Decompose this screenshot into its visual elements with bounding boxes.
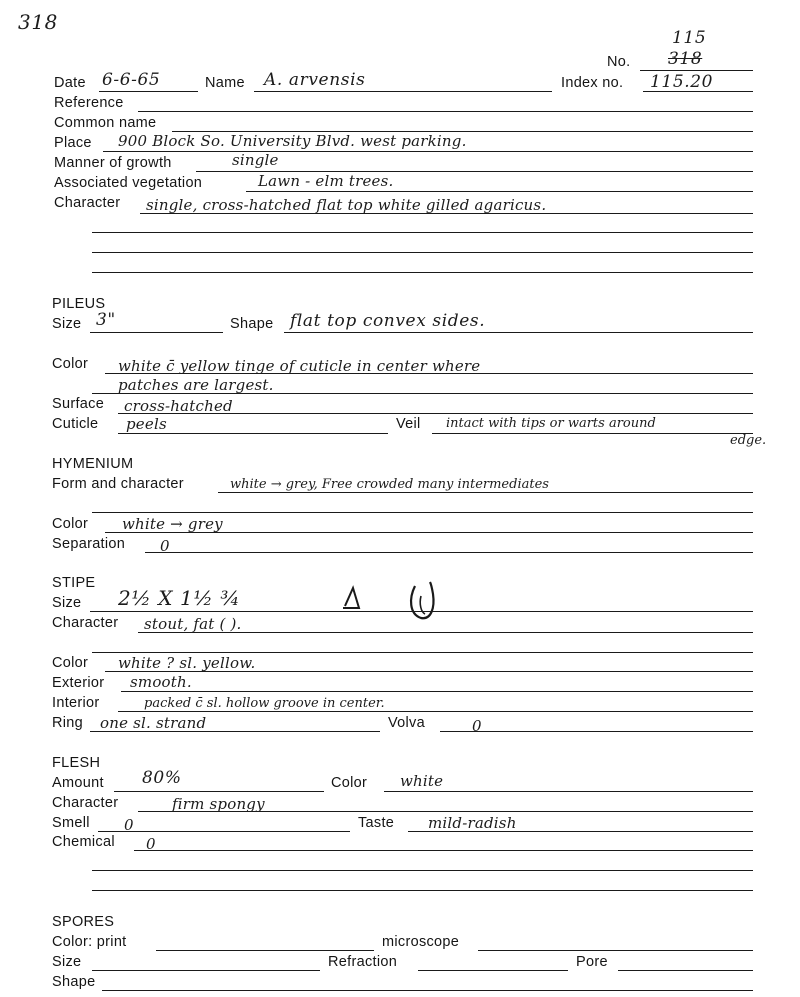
pileus-cuticle-line (118, 433, 388, 434)
assoc-value: Lawn - elm trees. (258, 172, 394, 190)
pileus-shape-line (284, 332, 753, 333)
assoc-line (246, 191, 753, 192)
flesh-chemical-label: Chemical (52, 834, 115, 850)
date-line (99, 91, 198, 92)
assoc-label: Associated vegetation (54, 175, 203, 191)
no-label: No. (607, 54, 631, 70)
flesh-color-line (384, 791, 753, 792)
stipe-ring-line (90, 731, 380, 732)
spores-color-line (156, 950, 374, 951)
flesh-taste-value: mild-radish (428, 814, 517, 832)
name-label: Name (205, 75, 245, 91)
place-label: Place (54, 135, 92, 151)
no-line (640, 70, 753, 71)
no-value-new: 115 (672, 28, 707, 48)
stipe-character-line (138, 632, 753, 633)
pileus-color-line (105, 373, 753, 374)
hymenium-separation-label: Separation (52, 536, 126, 552)
character-line-2 (92, 232, 753, 233)
name-value: A. arvensis (264, 70, 366, 90)
hymenium-form-value: white → grey, Free crowded many intermediates (230, 477, 549, 492)
flesh-chemical-line-3 (92, 890, 753, 891)
flesh-chemical-value: 0 (146, 835, 156, 853)
spores-microscope-label: microscope (382, 934, 460, 950)
spores-size-line (92, 970, 320, 971)
stipe-heading: STIPE (52, 575, 96, 591)
flesh-color-value: white (400, 772, 444, 790)
flesh-amount-value: 80% (142, 768, 182, 788)
spores-refraction-line (418, 970, 568, 971)
pileus-surface-value: cross-hatched (124, 397, 233, 415)
pileus-veil-value-2: edge. (730, 433, 767, 448)
pileus-cuticle-label: Cuticle (52, 416, 99, 432)
pileus-size-value: 3" (96, 310, 116, 330)
stipe-ring-label: Ring (52, 715, 84, 731)
stipe-cross-section-sketch-icon (335, 578, 445, 628)
stipe-color-value: white ? sl. yellow. (118, 654, 256, 672)
hymenium-heading: HYMENIUM (52, 456, 134, 472)
spores-pore-label: Pore (576, 954, 608, 970)
date-value: 6-6-65 (102, 70, 161, 90)
character-value: single, cross-hatched flat top white gilled agaricus. (146, 196, 547, 214)
flesh-smell-line (98, 831, 350, 832)
flesh-color-label: Color (331, 775, 368, 791)
stipe-size-label: Size (52, 595, 82, 611)
stipe-color-line (105, 671, 753, 672)
pileus-color-value-2: patches are largest. (118, 376, 274, 394)
common-name-label: Common name (54, 115, 157, 131)
flesh-character-value: firm spongy (172, 795, 265, 813)
hymenium-form-line (218, 492, 753, 493)
flesh-smell-value: 0 (124, 816, 134, 834)
stipe-character-value: stout, fat ( ). (144, 615, 242, 633)
flesh-chemical-line-2 (92, 870, 753, 871)
hymenium-form-label: Form and character (52, 476, 184, 492)
spores-heading: SPORES (52, 914, 115, 930)
stipe-exterior-label: Exterior (52, 675, 105, 691)
stipe-volva-label: Volva (388, 715, 425, 731)
stipe-size-value: 2½ X 1½ ¾ (118, 586, 241, 610)
date-label: Date (54, 75, 86, 91)
flesh-chemical-line (134, 850, 753, 851)
reference-line (138, 111, 753, 112)
index-line (643, 91, 753, 92)
pileus-color-label: Color (52, 356, 89, 372)
pileus-veil-line (432, 433, 753, 434)
stipe-interior-label: Interior (52, 695, 100, 711)
flesh-character-line (138, 811, 753, 812)
pileus-shape-label: Shape (230, 316, 274, 332)
reference-label: Reference (54, 95, 124, 111)
no-value-struck: 318 (668, 49, 703, 69)
pileus-heading: PILEUS (52, 296, 106, 312)
flesh-smell-label: Smell (52, 815, 90, 831)
hymenium-color-label: Color (52, 516, 89, 532)
index-value: 115.20 (650, 72, 714, 92)
hymenium-separation-value: 0 (160, 537, 170, 555)
stipe-character-label: Character (52, 615, 119, 631)
hymenium-color-line (105, 532, 753, 533)
spores-pore-line (618, 970, 753, 971)
pileus-surface-line (118, 413, 753, 414)
spores-size-label: Size (52, 954, 82, 970)
spores-shape-label: Shape (52, 974, 96, 990)
spores-color-label: Color: print (52, 934, 127, 950)
pileus-veil-value-1: intact with tips or warts around (446, 416, 656, 431)
flesh-heading: FLESH (52, 755, 101, 771)
spores-refraction-label: Refraction (328, 954, 398, 970)
flesh-taste-label: Taste (358, 815, 395, 831)
pileus-size-label: Size (52, 316, 82, 332)
hymenium-color-value: white → grey (122, 515, 223, 533)
manner-value: single (232, 151, 279, 169)
spores-microscope-line (478, 950, 753, 951)
manner-label: Manner of growth (54, 155, 172, 171)
corner-page-number: 318 (18, 10, 58, 34)
place-line (103, 151, 753, 152)
stipe-color-label: Color (52, 655, 89, 671)
pileus-color-value-1: white c̄ yellow tinge of cuticle in center where (118, 357, 481, 375)
character-line-4 (92, 272, 753, 273)
spores-shape-line (102, 990, 753, 991)
stipe-volva-value: 0 (472, 717, 482, 735)
pileus-size-line (90, 332, 223, 333)
flesh-amount-line (114, 791, 324, 792)
flesh-amount-label: Amount (52, 775, 104, 791)
stipe-ring-value: one sl. strand (100, 714, 207, 732)
pileus-cuticle-value: peels (126, 415, 167, 433)
character-line (140, 213, 753, 214)
character-line-3 (92, 252, 753, 253)
place-value: 900 Block So. University Blvd. west parking. (118, 132, 467, 150)
character-label: Character (54, 195, 121, 211)
hymenium-form-line-2 (92, 512, 753, 513)
flesh-character-label: Character (52, 795, 119, 811)
name-line (254, 91, 552, 92)
stipe-interior-value: packed c̄ sl. hollow groove in center. (144, 696, 385, 711)
index-label: Index no. (561, 75, 624, 91)
hymenium-separation-line (145, 552, 753, 553)
pileus-veil-label: Veil (396, 416, 421, 432)
stipe-exterior-value: smooth. (130, 673, 192, 691)
pileus-color-line-2 (92, 393, 753, 394)
stipe-interior-line (118, 711, 753, 712)
flesh-taste-line (408, 831, 753, 832)
stipe-exterior-line (121, 691, 753, 692)
pileus-shape-value: flat top convex sides. (290, 311, 486, 331)
pileus-surface-label: Surface (52, 396, 105, 412)
stipe-volva-line (440, 731, 753, 732)
